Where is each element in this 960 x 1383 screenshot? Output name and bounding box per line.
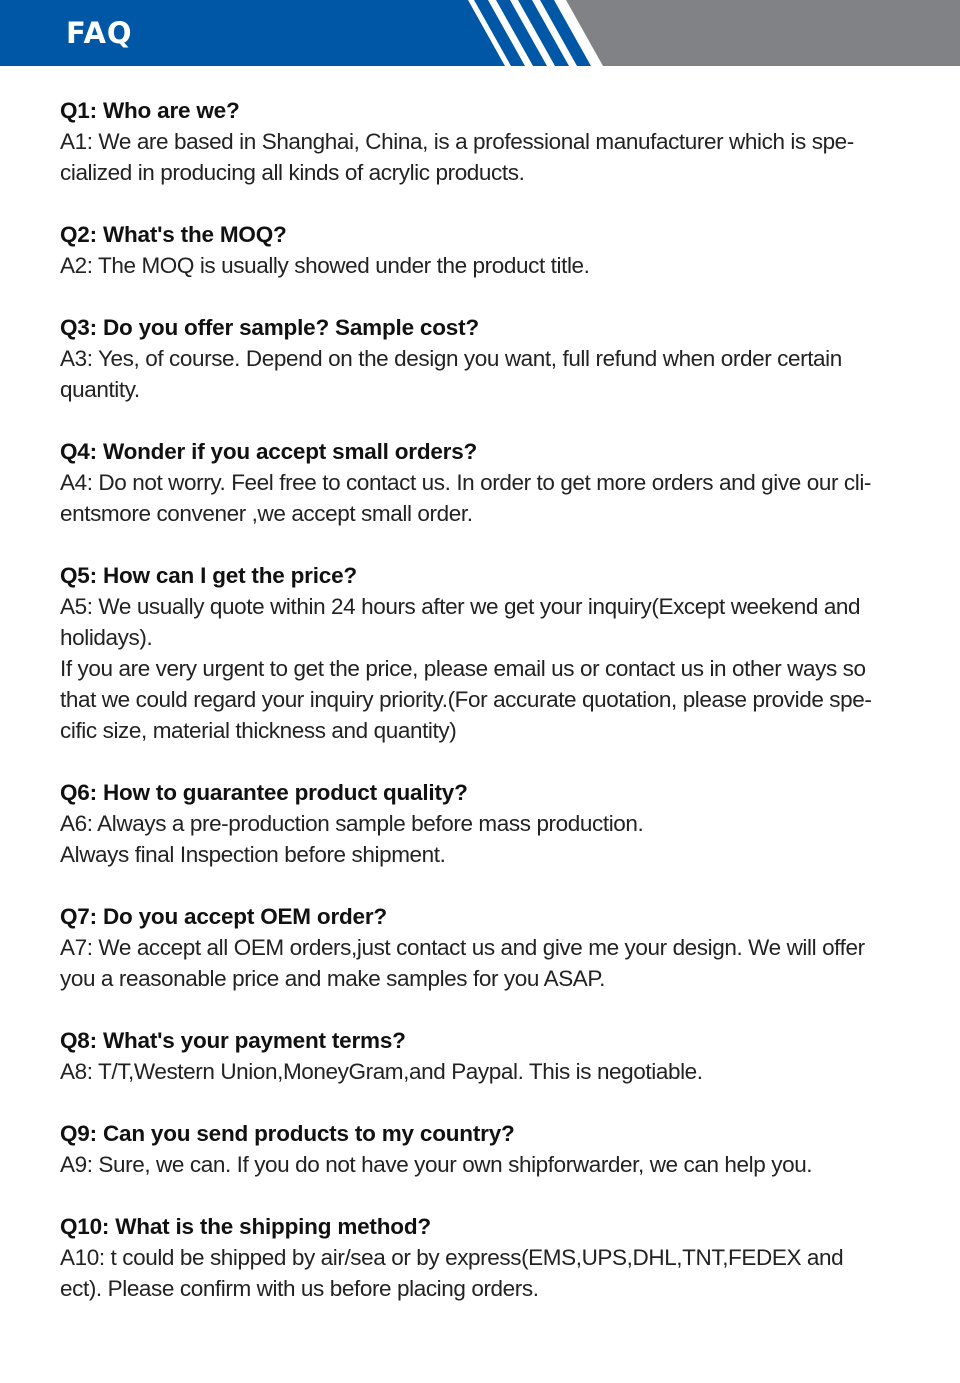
faq-question: Q7: Do you accept OEM order? xyxy=(60,904,387,929)
faq-answer-line: cific size, material thickness and quantity) xyxy=(60,718,457,743)
faq-answer-line: A2: The MOQ is usually showed under the product title. xyxy=(60,253,590,278)
faq-item xyxy=(60,777,920,870)
faq-question: Q2: What's the MOQ? xyxy=(60,222,287,247)
faq-answer-line: holidays). xyxy=(60,625,153,650)
faq-question: Q1: Who are we? xyxy=(60,98,240,123)
faq-answer-line: ect). Please confirm with us before placing orders. xyxy=(60,1276,539,1301)
faq-question: Q10: What is the shipping method? xyxy=(60,1214,431,1239)
faq-answer-line: A9: Sure, we can. If you do not have your own shipforwarder, we can help you. xyxy=(60,1152,813,1177)
faq-answer-line: entsmore convener ,we accept small order. xyxy=(60,501,473,526)
faq-item xyxy=(60,1025,920,1087)
faq-question: Q9: Can you send products to my country? xyxy=(60,1121,515,1146)
faq-answer-line: A1: We are based in Shanghai, China, is a professional manufacturer which is spe- xyxy=(60,129,854,154)
faq-answer-line: A8: T/T,Western Union,MoneyGram,and Paypal. This is negotiable. xyxy=(60,1059,703,1084)
faq-answer-line: Always final Inspection before shipment. xyxy=(60,842,446,867)
faq-answer-line: cialized in producing all kinds of acrylic products. xyxy=(60,160,525,185)
faq-item xyxy=(60,901,920,994)
faq-answer-line: A10: t could be shipped by air/sea or by express(EMS,UPS,DHL,TNT,FEDEX and xyxy=(60,1245,844,1270)
faq-question: Q8: What's your payment terms? xyxy=(60,1028,406,1053)
faq-item xyxy=(60,219,920,281)
faq-answer-line: If you are very urgent to get the price, please email us or contact us in other ways so xyxy=(60,656,866,681)
faq-question: Q5: How can I get the price? xyxy=(60,563,357,588)
faq-item xyxy=(60,312,920,405)
page-title: FAQ xyxy=(66,16,133,50)
faq-answer-line: A5: We usually quote within 24 hours after we get your inquiry(Except weekend and xyxy=(60,594,861,619)
faq-question: Q6: How to guarantee product quality? xyxy=(60,780,468,805)
faq-item xyxy=(60,1118,920,1180)
faq-answer-line: quantity. xyxy=(60,377,140,402)
faq-question: Q4: Wonder if you accept small orders? xyxy=(60,439,478,464)
faq-answer-line: A3: Yes, of course. Depend on the design you want, full refund when order certain xyxy=(60,346,842,371)
faq-item xyxy=(60,436,920,529)
faq-answer-line: A4: Do not worry. Feel free to contact us. In order to get more orders and give our cli- xyxy=(60,470,872,495)
faq-answer-line: A6: Always a pre-production sample before mass production. xyxy=(60,811,644,836)
faq-answer-line: A7: We accept all OEM orders,just contact us and give me your design. We will offer xyxy=(60,935,865,960)
header-gray-band xyxy=(566,0,960,66)
faq-item xyxy=(60,560,920,746)
faq-item xyxy=(60,95,920,188)
faq-answer-line: that we could regard your inquiry priority.(For accurate quotation, please provide spe- xyxy=(60,687,872,712)
faq-question: Q3: Do you offer sample? Sample cost? xyxy=(60,315,479,340)
faq-item xyxy=(60,1211,920,1304)
header-stripes-graphic xyxy=(0,0,960,66)
faq-list xyxy=(60,95,920,1335)
faq-answer-line: you a reasonable price and make samples for you ASAP. xyxy=(60,966,605,991)
faq-header-banner xyxy=(0,0,960,66)
